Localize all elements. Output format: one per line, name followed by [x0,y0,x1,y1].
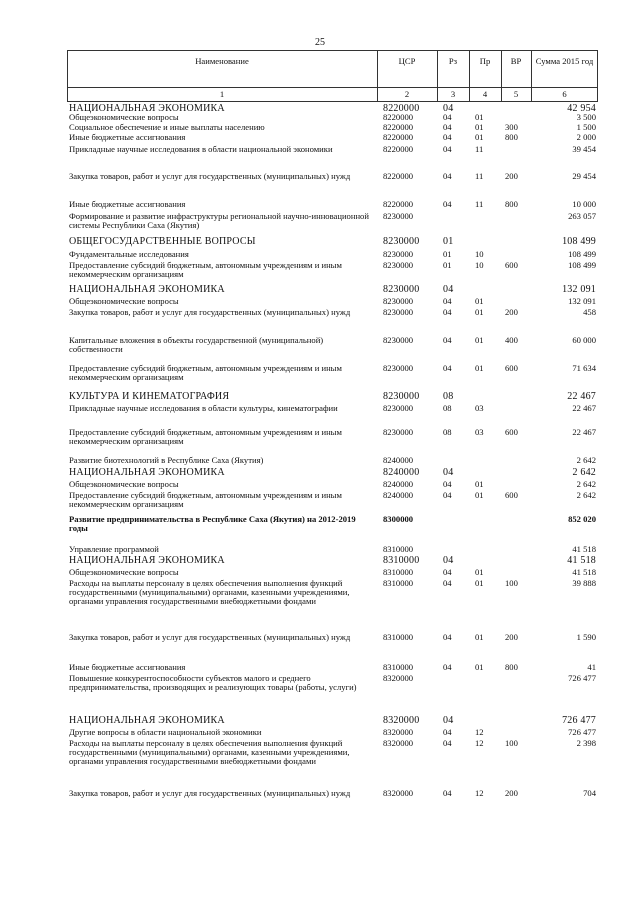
table-row [67,428,598,456]
col-number-4: 4 [482,89,488,99]
cell-csr: 8230000 [383,391,420,402]
cell-rz: 04 [443,284,454,295]
cell-csr: 8230000 [383,211,414,221]
cell-csr: 8220000 [383,122,414,132]
cell-pr: 12 [475,788,484,798]
table-row [67,172,598,200]
cell-name: Прикладные научные исследования в области культуры, кинематографии [69,403,338,413]
cell-csr: 8230000 [383,249,414,259]
cell-name: Общеэкономические вопросы [69,296,179,306]
cell-csr: 8310000 [383,578,414,588]
cell-pr: 10 [475,249,484,259]
table-body [67,104,598,817]
cell-pr: 01 [475,662,484,672]
cell-pr: 01 [475,363,484,373]
cell-rz: 04 [443,578,452,588]
cell-sum: 108 499 [562,236,596,247]
cell-pr: 11 [475,171,484,181]
cell-name: НАЦИОНАЛЬНАЯ ЭКОНОМИКА [69,715,225,726]
page-number: 25 [315,37,325,48]
cell-rz: 04 [443,122,452,132]
cell-rz: 04 [443,632,452,642]
cell-pr: 11 [475,144,484,154]
cell-rz: 04 [443,199,452,209]
cell-rz: 04 [443,112,452,122]
table-header [67,50,598,102]
cell-name: Управление программой [69,544,159,554]
cell-rz: 04 [443,788,452,798]
cell-csr: 8230000 [383,427,414,437]
cell-csr: 8320000 [383,727,414,737]
cell-rz: 08 [443,403,452,413]
table-row [67,515,598,545]
cell-name: Расходы на выплаты персоналу в целях обеспечения выполнения функций государственными (муниципальными) органами, казенными учреждениями, органами управления государственными внебюджетными фондами [69,738,350,767]
table-row [67,579,598,633]
cell-csr: 8230000 [383,284,420,295]
cell-csr: 8320000 [383,673,414,683]
cell-csr: 8240000 [383,479,414,489]
cell-rz: 04 [443,662,452,672]
cell-csr: 8310000 [383,544,414,554]
cell-vr: 200 [505,307,518,317]
cell-sum: 263 057 [568,211,596,221]
cell-rz: 04 [443,296,452,306]
cell-csr: 8220000 [383,171,414,181]
cell-name: Закупка товаров, работ и услуг для государственных (муниципальных) нужд [69,788,351,798]
cell-sum: 726 477 [568,727,596,737]
cell-sum: 1 590 [576,632,596,642]
cell-sum: 2 642 [576,490,596,500]
cell-name: Общеэкономические вопросы [69,479,179,489]
cell-sum: 41 518 [572,567,596,577]
cell-sum: 71 634 [572,363,596,373]
cell-name: ОБЩЕГОСУДАРСТВЕННЫЕ ВОПРОСЫ [69,236,256,247]
cell-sum: 22 467 [567,391,596,402]
cell-vr: 800 [505,132,518,142]
cell-sum: 852 020 [568,514,596,524]
cell-pr: 01 [475,122,484,132]
cell-rz: 04 [443,490,452,500]
cell-rz: 04 [443,555,454,566]
table-row [67,364,598,392]
cell-name: Иные бюджетные ассигнования [69,132,186,142]
cell-sum: 22 467 [572,427,596,437]
cell-sum: 39 888 [572,578,596,588]
cell-sum: 29 454 [572,171,596,181]
cell-sum: 60 000 [572,335,596,345]
cell-name: Социальное обеспечение и иные выплаты населению [69,122,265,132]
col-number-5: 5 [513,89,519,99]
cell-name: Предоставление субсидий бюджетным, автономным учреждениям и иным некоммерческим организациям [69,260,342,280]
cell-pr: 11 [475,199,484,209]
cell-csr: 8300000 [383,514,414,524]
cell-vr: 400 [505,335,518,345]
cell-rz: 04 [443,715,454,726]
header-csr: ЦСР [398,56,416,66]
cell-csr: 8310000 [383,567,414,577]
cell-csr: 8320000 [383,738,414,748]
cell-csr: 8230000 [383,296,414,306]
cell-vr: 100 [505,578,518,588]
cell-name: Предоставление субсидий бюджетным, автономным учреждениям и иным некоммерческим организациям [69,363,342,383]
table-row [67,261,598,285]
col-number-2: 2 [404,89,410,99]
cell-sum: 41 518 [567,555,596,566]
cell-name: НАЦИОНАЛЬНАЯ ЭКОНОМИКА [69,555,225,566]
cell-rz: 01 [443,249,452,259]
header-vr: ВР [510,56,522,66]
cell-name: КУЛЬТУРА И КИНЕМАТОГРАФИЯ [69,391,230,402]
column-number-row [67,88,598,102]
cell-sum: 3 500 [576,112,596,122]
cell-pr: 12 [475,727,484,737]
cell-sum: 132 091 [568,296,596,306]
cell-csr: 8310000 [383,632,414,642]
cell-csr: 8230000 [383,363,414,373]
cell-csr: 8230000 [383,403,414,413]
cell-name: НАЦИОНАЛЬНАЯ ЭКОНОМИКА [69,103,225,114]
cell-rz: 04 [443,467,454,478]
cell-csr: 8220000 [383,112,414,122]
cell-rz: 04 [443,171,452,181]
table-row [67,491,598,515]
cell-pr: 03 [475,403,484,413]
header-pr: Пр [479,56,491,66]
cell-csr: 8310000 [383,555,420,566]
table-row [67,789,598,817]
cell-sum: 726 477 [562,715,596,726]
cell-rz: 04 [443,335,452,345]
cell-sum: 108 499 [568,260,596,270]
cell-sum: 1 500 [576,122,596,132]
cell-vr: 800 [505,662,518,672]
header-name: Наименование [195,56,249,66]
cell-csr: 8230000 [383,260,414,270]
cell-sum: 41 518 [572,544,596,554]
cell-pr: 01 [475,479,484,489]
cell-pr: 10 [475,260,484,270]
cell-sum: 726 477 [568,673,596,683]
cell-vr: 800 [505,199,518,209]
cell-name: Предоставление субсидий бюджетным, автономным учреждениям и иным некоммерческим организациям [69,490,342,510]
cell-name: Иные бюджетные ассигнования [69,662,186,672]
cell-name: Предоставление субсидий бюджетным, автономным учреждениям и иным некоммерческим организациям [69,427,342,447]
cell-sum: 2 642 [572,467,596,478]
cell-sum: 39 454 [572,144,596,154]
cell-sum: 2 642 [576,479,596,489]
cell-sum: 458 [583,307,596,317]
cell-name: Закупка товаров, работ и услуг для государственных (муниципальных) нужд [69,632,351,642]
cell-name: Закупка товаров, работ и услуг для государственных (муниципальных) нужд [69,171,351,181]
cell-name: Развитие предпринимательства в Республике Саха (Якутия) на 2012-2019 годы [69,514,356,534]
cell-name: Общеэкономические вопросы [69,112,179,122]
cell-csr: 8320000 [383,788,414,798]
cell-sum: 108 499 [568,249,596,259]
cell-vr: 600 [505,490,518,500]
cell-rz: 08 [443,391,454,402]
cell-name: Другие вопросы в области национальной экономики [69,727,262,737]
table-row [67,145,598,172]
cell-name: Расходы на выплаты персоналу в целях обеспечения выполнения функций государственными (муниципальными) органами, казенными учреждениями, органами управления государственными внебюджетными фондами [69,578,350,607]
cell-name: Повышение конкурентоспособности субъектов малого и среднего предпринимательства, производящих и реализующих товары (работы, услуги) [69,673,357,693]
cell-sum: 132 091 [562,284,596,295]
cell-sum: 2 000 [576,132,596,142]
table-row [67,336,598,364]
cell-pr: 01 [475,567,484,577]
cell-sum: 10 000 [572,199,596,209]
cell-sum: 42 954 [567,103,596,114]
col-number-1: 1 [219,89,225,99]
cell-rz: 04 [443,132,452,142]
cell-pr: 01 [475,132,484,142]
cell-csr: 8310000 [383,662,414,672]
cell-csr: 8230000 [383,335,414,345]
cell-name: Закупка товаров, работ и услуг для государственных (муниципальных) нужд [69,307,351,317]
cell-csr: 8240000 [383,490,414,500]
cell-rz: 04 [443,479,452,489]
cell-vr: 100 [505,738,518,748]
cell-csr: 8230000 [383,307,414,317]
cell-csr: 8220000 [383,132,414,142]
cell-name: Развитие биотехнологий в Республике Саха (Якутия) [69,455,264,465]
cell-vr: 200 [505,632,518,642]
cell-pr: 01 [475,296,484,306]
cell-csr: 8220000 [383,199,414,209]
cell-name: НАЦИОНАЛЬНАЯ ЭКОНОМИКА [69,467,225,478]
cell-pr: 01 [475,490,484,500]
cell-sum: 2 398 [576,738,596,748]
cell-rz: 04 [443,567,452,577]
cell-csr: 8230000 [383,236,420,247]
cell-sum: 22 467 [572,403,596,413]
col-number-3: 3 [450,89,456,99]
table-row [67,308,598,336]
cell-name: Капитальные вложения в объекты государственной (муниципальной) собственности [69,335,324,355]
cell-sum: 2 642 [576,455,596,465]
cell-csr: 8220000 [383,144,414,154]
cell-rz: 08 [443,427,452,437]
cell-name: Прикладные научные исследования в области национальной экономики [69,144,333,154]
cell-rz: 04 [443,727,452,737]
cell-pr: 03 [475,427,484,437]
cell-name: Общеэкономические вопросы [69,567,179,577]
cell-pr: 01 [475,112,484,122]
cell-rz: 04 [443,363,452,373]
cell-vr: 200 [505,171,518,181]
cell-rz: 01 [443,260,452,270]
cell-vr: 600 [505,260,518,270]
cell-csr: 8240000 [383,455,414,465]
table-row [67,404,598,428]
cell-pr: 12 [475,738,484,748]
table-row [67,633,598,663]
header-row [67,50,598,88]
col-number-6: 6 [562,89,567,99]
table-row [67,739,598,789]
cell-rz: 04 [443,738,452,748]
cell-sum: 704 [583,788,596,798]
cell-vr: 600 [505,427,518,437]
cell-name: Формирование и развитие инфраструктуры региональной научно-инновационной системы Республики Саха (Якутия) [69,211,369,231]
cell-name: Иные бюджетные ассигнования [69,199,186,209]
cell-vr: 300 [505,122,518,132]
cell-pr: 01 [475,307,484,317]
cell-rz: 04 [443,144,452,154]
cell-sum: 41 [587,662,596,672]
cell-csr: 8240000 [383,467,420,478]
cell-vr: 200 [505,788,518,798]
cell-rz: 04 [443,103,454,114]
cell-csr: 8320000 [383,715,420,726]
header-sum: Сумма 2015 год [535,56,594,66]
table-row [67,674,598,716]
cell-csr: 8220000 [383,103,420,114]
cell-rz: 01 [443,236,454,247]
header-rz: Рз [448,56,458,66]
cell-name: НАЦИОНАЛЬНАЯ ЭКОНОМИКА [69,284,225,295]
cell-pr: 01 [475,335,484,345]
cell-pr: 01 [475,632,484,642]
cell-name: Фундаментальные исследования [69,249,189,259]
cell-rz: 04 [443,307,452,317]
table-row [67,212,598,237]
cell-pr: 01 [475,578,484,588]
cell-vr: 600 [505,363,518,373]
